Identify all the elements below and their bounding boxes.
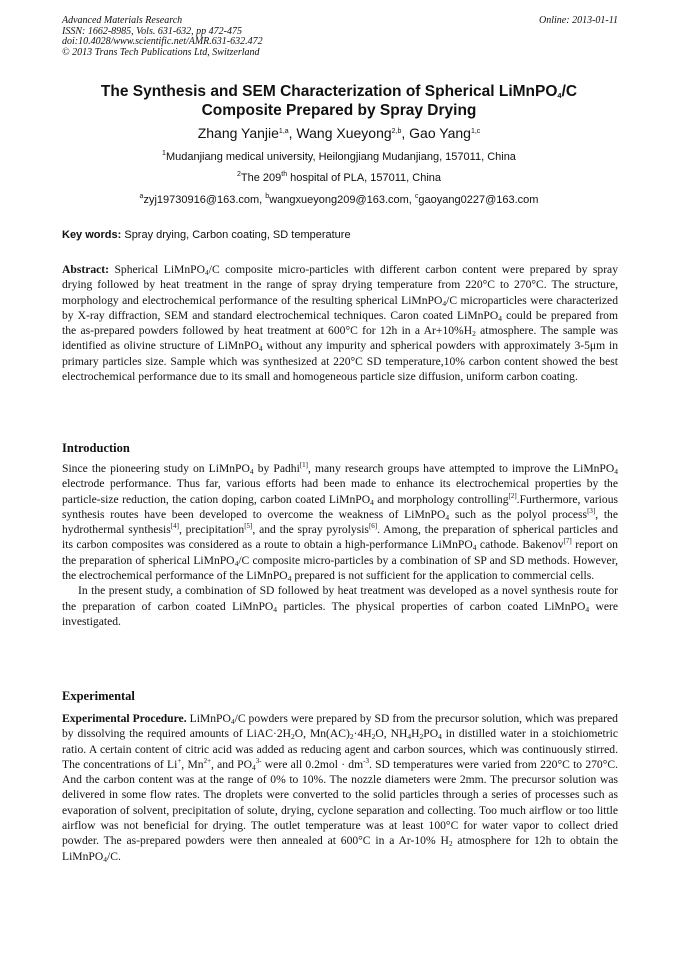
- abstract-paragraph: Abstract: Spherical LiMnPO$_4$/C composite micro-particles with different carbon content were prepared by spray drying followed by heat treatment in the range of spray drying temperature from 220°C to 270°C. The structure, morphology and electrochemical performance of the resulting spherical LiMnPO$_4$/C microparticles were characterized by X-ray diffraction, SEM and standard electrochemical techniques. Caron coated LiMnPO$_4$ could be prepared from the as-prepared powders followed by heat treatment at 600°C for 12h in a $Ar+10\%H_2$ atmosphere. The sample was identified as olivine structure of LiMnPO$_4$ without any impurity and spherical powders with approximately 3-5μm in primary particles size. Sample which was synthesized at 220°C SD temperature,10% carbon content showed the best electrochemical performance due to its small and homogeneous particle size diffusion, uniform carbon coating.: [62, 263, 619, 384]
- abstract-label: Abstract:: [62, 263, 110, 276]
- author-list: Zhang Yanjie$^{1,a}$, Wang Xueyong$^{2,b}$, Gao Yang$^{1,c}$: [197, 125, 481, 141]
- issn-line: ISSN: 1662-8985, Vols. 631-632, pp 472-475: [62, 25, 242, 37]
- keywords-label: Key words:: [62, 229, 122, 241]
- email-link: gaoyang0227@163.com: [418, 194, 539, 206]
- doi-line: doi:10.4028/www.scientific.net/AMR.631-632.472: [62, 36, 263, 47]
- author-name: , Wang Xueyong: [288, 125, 392, 141]
- introduction-body: [62, 461, 618, 629]
- journal-header: [62, 16, 618, 58]
- affiliation-1: $^1$Mudanjiang medical university, Heilongjiang Mudanjiang, 157011, China: [162, 150, 516, 163]
- experimental-body: Experimental Procedure. LiMnPO$_4$/C powders were prepared by SD from the precursor solution, which was prepared by dissolving the required amounts of $LiAC\cdot 2H_2O$, $Mn(AC)_2\cdot 4H_2O$, $NH_4H_2PO_4$ in distilled water in a stoichiometric ratio. A certain content of citric acid was added as reducing agent and carbon sources, which was continuously stirred. The concentrations of Li+, $Mn^{2+}$, and $PO_4^{3-}$ were all $0.2mol \cdot dm^{-3}$. SD temperatures were varied from 220°C to 270°C. And the carbon content was at the range of 0% to 10%. The nozzle diameters were 2mm. The precursor solution was delivered in some flow rates. The droplets were converted to the solid particles through a series of processes such as evaporation of solvent, precipitation of solute, drying, cyclone separation and collecting. Too much airflow or too little airflow was not beneficial for drying. The outlet temperature was at least 100°C for water vapor to collect dried powder. The as-prepared powders were then annealed at 600°C in a Ar-10% $H_2$ atmosphere for 12h to obtain the LiMnPO$_4$/C.: [62, 712, 619, 864]
- copyright-line: © 2013 Trans Tech Publications Ltd, Switzerland: [62, 46, 260, 58]
- section-heading-introduction: Introduction: [62, 441, 130, 455]
- paragraph: Since the pioneering study on LiMnPO$_4$ by Padhi[1], many research groups have attempted to improve the LiMnPO$_4$ electrode performance. Thus far, various efforts had been made to enhance its electrochemical properties by the particle-size reduction, the cation doping, carbon coated LiMnPO$_4$ and morphology controlling[2].Furthermore, various synthesis routes have been developed to overcome the weakness of LiMnPO$_4$ such as the polyol process[3], the hydrothermal synthesis[4], precipitation[5], and the spray pyrolysis[6]. Among, the preparation of spherical particles and its carbon composites was considered as a route to obtain a high-performance LiMnPO$_4$ cathode. Bakenov[7] report on the preparation of spherical LiMnPO$_4$/C composite micro-particles by a combination of SP and SD methods. However, the electrochemical performance of the LiMnPO$_4$ prepared is not sufficient for the application to commercial cells.: [62, 461, 619, 584]
- subsection-label: Experimental Procedure.: [62, 712, 187, 725]
- author-name: Zhang Yanjie: [197, 125, 279, 141]
- journal-name: Advanced Materials Research: [62, 15, 183, 26]
- paper-title: The Synthesis and SEM Characterization of Spherical LiMnPO$_4$/C Composite Prepared by Spray Drying: [100, 83, 578, 119]
- section-heading-experimental: Experimental: [62, 689, 135, 703]
- online-date: Online: 2013-01-11: [539, 15, 618, 26]
- email-link: wangxueyong209@163.com,: [269, 194, 415, 206]
- author-name: , Gao Yang: [401, 125, 471, 141]
- author-emails: $^a$zyj19730916@163.com, $^b$wangxueyong209@163.com, $^c$gaoyang0227@163.com: [139, 193, 539, 206]
- email-link: zyj19730916@163.com,: [143, 194, 266, 206]
- keywords: Key words: Spray drying, Carbon coating, SD temperature: [62, 229, 351, 241]
- affiliation-2: $^2$The 209th hospital of PLA, 157011, China: [236, 171, 442, 184]
- paragraph: In the present study, a combination of SD followed by heat treatment was developed as a novel synthesis route for the preparation of carbon coated LiMnPO$_4$ particles. The physical properties of carbon coated LiMnPO$_4$ were investigated.: [62, 584, 618, 628]
